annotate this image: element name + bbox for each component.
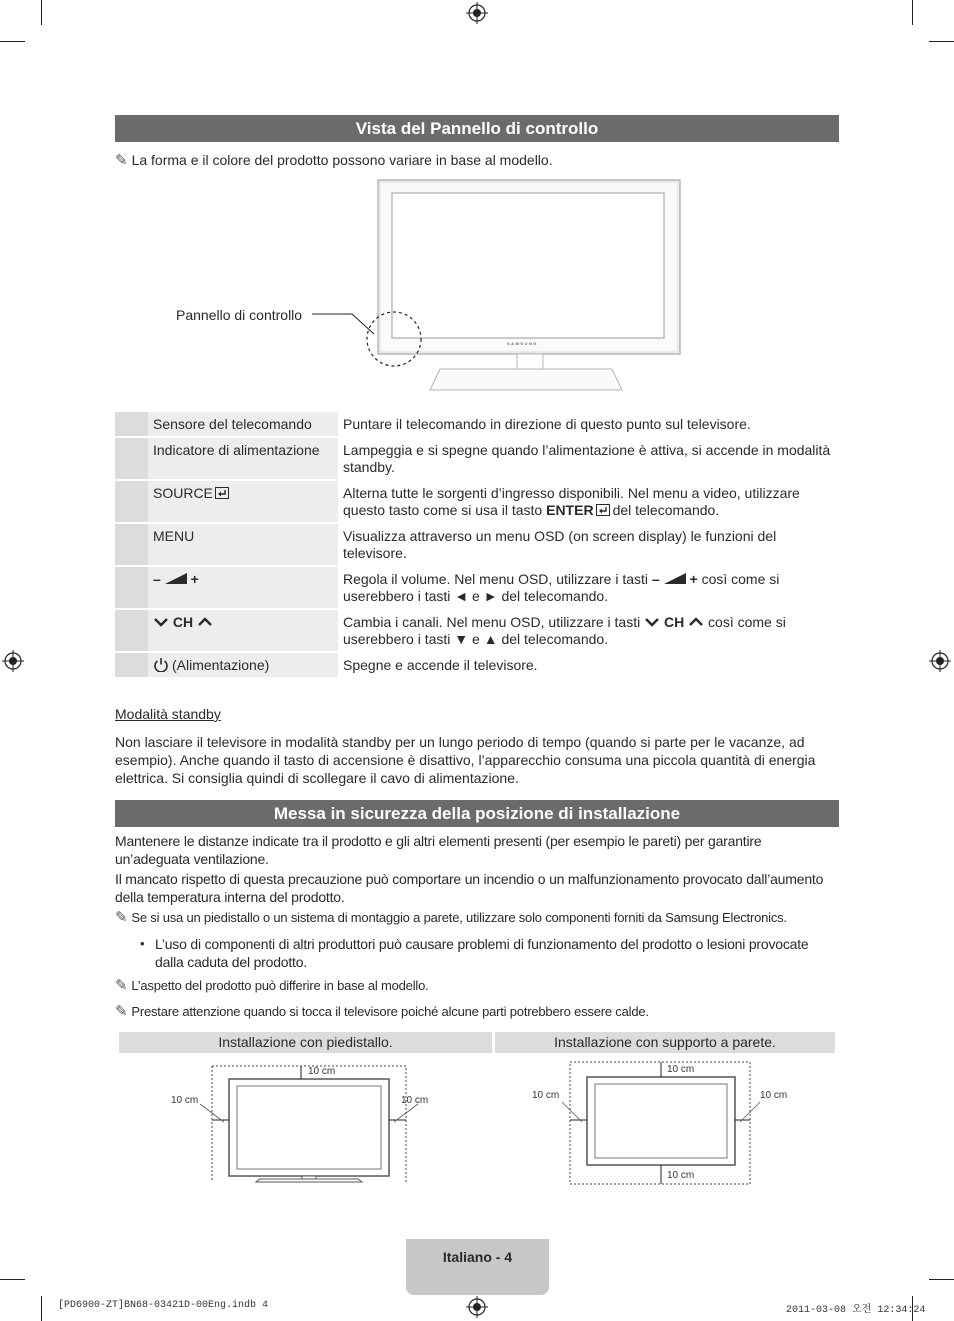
table-row — [115, 653, 839, 677]
crop-mark — [41, 0, 42, 25]
section-title-control-panel: Vista del Pannello di controllo — [115, 115, 839, 142]
stand-install-heading: Installazione con piedistallo. — [119, 1032, 492, 1053]
volume-icon — [165, 573, 187, 585]
feature-desc: Puntare il telecomando in direzione di questo punto sul televisore. — [338, 412, 839, 436]
chevron-up-icon — [688, 616, 704, 628]
print-timestamp: 2011-03-08 오전 12:34:24 — [786, 1305, 926, 1316]
table-row — [115, 567, 839, 608]
installation-paragraph: Il mancato rispetto di questa precauzione può comportare un incendio o un malfunzionamento provocato dall’aumento della temperatura interna del prodotto. — [115, 871, 824, 905]
stand-install-diagram — [160, 1058, 460, 1186]
pencil-note-icon: ✎ — [115, 152, 128, 169]
table-row — [115, 412, 839, 436]
pencil-note-icon: ✎ — [115, 909, 128, 926]
registration-mark-icon — [466, 2, 488, 24]
feature-desc: Visualizza attraverso un menu OSD (on screen display) le funzioni del televisore. — [338, 524, 839, 565]
control-panel-table — [115, 410, 839, 679]
chevron-up-icon — [197, 616, 213, 628]
feature-name: (Alimentazione) — [148, 653, 338, 677]
crop-mark — [912, 0, 913, 25]
crop-mark — [929, 41, 954, 42]
pencil-note-icon: ✎ — [115, 1003, 128, 1020]
standby-heading: Modalità standby — [115, 706, 221, 722]
crop-mark — [0, 41, 25, 42]
feature-name: Sensore del telecomando — [148, 412, 338, 436]
bullet-icon: • — [140, 936, 145, 951]
registration-mark-icon — [2, 650, 24, 672]
distance-label-left: 10 cm — [171, 1095, 199, 1106]
crop-mark — [929, 1279, 954, 1280]
feature-desc: Cambia i canali. Nel menu OSD, utilizzare i tasti CH così come si userebbero i tasti ▼ e ▲ del telecomando. — [338, 610, 839, 651]
bullet-text: L’uso di componenti di altri produttori può causare problemi di funzionamento del prodotto o lesioni provocate dalla caduta del prodotto. — [155, 936, 809, 970]
enter-icon — [596, 504, 610, 516]
installation-paragraph: Mantenere le distanze indicate tra il prodotto e gli altri elementi presenti (per esempio le pareti) per garantire un’adeguata ventilazione. — [115, 833, 762, 867]
registration-mark-icon — [466, 1296, 488, 1318]
table-row — [115, 524, 839, 565]
tv-brand-logo: SAMSUNG — [507, 341, 538, 346]
feature-name: CH — [148, 610, 338, 651]
distance-label-top: 10 cm — [308, 1066, 336, 1077]
distance-label-bottom: 10 cm — [667, 1170, 695, 1181]
volume-icon — [664, 573, 686, 585]
distance-label-top: 10 cm — [667, 1064, 695, 1075]
distance-label-left: 10 cm — [532, 1090, 560, 1101]
feature-desc: Regola il volume. Nel menu OSD, utilizzare i tasti – + così come si userebbero i tasti ◄ e ► del telecomando. — [338, 567, 839, 608]
tv-front-illustration — [300, 176, 690, 396]
wall-install-diagram — [528, 1058, 798, 1188]
note-shape-color: ✎ La forma e il colore del prodotto possono variare in base al modello. — [115, 152, 553, 169]
distance-label-right: 10 cm — [760, 1090, 788, 1101]
feature-name: SOURCE — [148, 481, 338, 522]
table-row — [115, 610, 839, 651]
chevron-down-icon — [644, 616, 660, 628]
chevron-down-icon — [153, 616, 169, 628]
wall-install-heading: Installazione con supporto a parete. — [495, 1032, 835, 1053]
feature-desc: Lampeggia e si spegne quando l’alimentazione è attiva, si accende in modalità standby. — [338, 438, 839, 479]
feature-desc: Alterna tutte le sorgenti d’ingresso disponibili. Nel menu a video, utilizzare questo tasto come si usa il tasto ENTER del telecomando. — [338, 481, 839, 522]
panel-callout-label: Pannello di controllo — [176, 307, 303, 323]
table-row — [115, 438, 839, 479]
section-title-installation: Messa in sicurezza della posizione di installazione — [115, 800, 839, 827]
feature-name: MENU — [148, 524, 338, 565]
note-appearance: ✎ L’aspetto del prodotto può differire in base al modello. — [115, 977, 429, 994]
crop-mark — [0, 1279, 25, 1280]
enter-icon — [215, 487, 229, 499]
feature-name: – + — [148, 567, 338, 608]
distance-label-right: 10 cm — [401, 1095, 429, 1106]
crop-mark — [41, 1296, 42, 1321]
registration-mark-icon — [929, 650, 951, 672]
table-row — [115, 481, 839, 522]
page-number-tab: Italiano - 4 — [406, 1239, 549, 1295]
feature-desc: Spegne e accende il televisore. — [338, 653, 839, 677]
power-icon — [153, 657, 169, 672]
note-samsung-parts: ✎ Se si usa un piedistallo o un sistema di montaggio a parete, utilizzare solo componenti forniti da Samsung Electronics. — [115, 909, 787, 926]
pencil-note-icon: ✎ — [115, 977, 128, 994]
file-info: [PD6900-ZT]BN68-03421D-00Eng.indb 4 — [58, 1300, 269, 1311]
feature-name: Indicatore di alimentazione — [148, 438, 338, 479]
note-hot-parts: ✎ Prestare attenzione quando si tocca il televisore poiché alcune parti potrebbero essere calde. — [115, 1003, 649, 1020]
standby-text: Non lasciare il televisore in modalità standby per un lungo periodo di tempo (quando si parte per le vacanze, ad esempio). Anche quando il tasto di accensione è disattivo, l’apparecchio consuma una piccola quantità di energia elettrica. Si consiglia quindi di scollegare il cavo di alimentazione. — [115, 734, 816, 786]
